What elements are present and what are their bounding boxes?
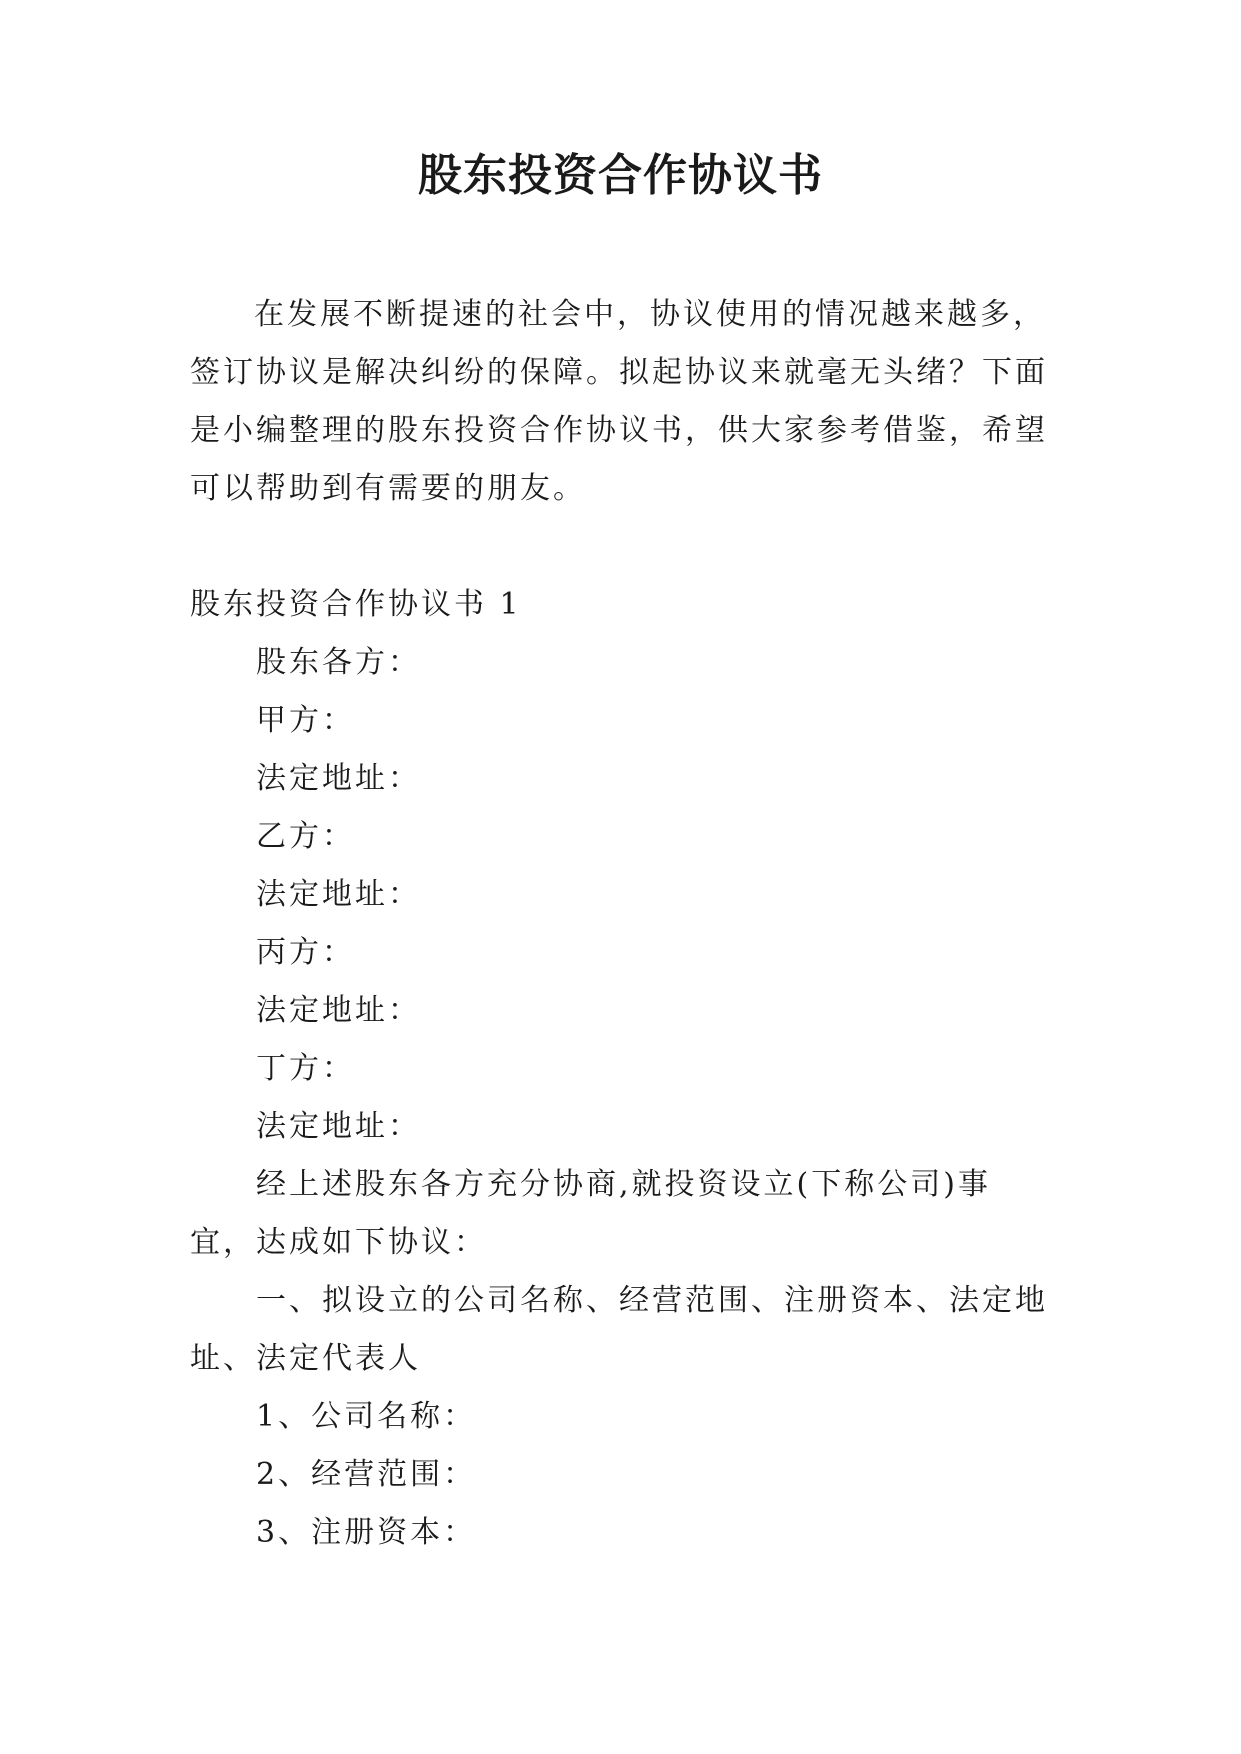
parties-label: 股东各方： [256,645,421,680]
item-registered-capital: 3、注册资本： [256,1515,477,1550]
party-a-label: 甲方： [256,703,355,738]
party-c-label: 丙方： [256,935,355,970]
clause-one-heading: 一、拟设立的公司名称、经营范围、注册资本、法定地址、法定代表人 [190,1283,1048,1376]
party-b-label: 乙方： [256,819,355,854]
document-title: 股东投资合作协议书 [418,150,823,201]
party-b-address-label: 法定地址： [256,877,421,912]
party-c-address-label: 法定地址： [256,993,421,1028]
intro-paragraph: 在发展不断提速的社会中，协议使用的情况越来越多，签订协议是解决纠纷的保障。拟起协议来就毫无头绪？下面是小编整理的股东投资合作协议书，供大家参考借鉴，希望可以帮助到有需要的朋友。 [190,297,1048,506]
section-heading: 股东投资合作协议书 1 [190,587,522,622]
item-business-scope: 2、经营范围： [256,1457,477,1492]
party-d-label: 丁方： [256,1051,355,1086]
item-company-name: 1、公司名称： [256,1399,477,1434]
agreement-paragraph: 经上述股东各方充分协商,就投资设立(下称公司)事宜，达成如下协议： [190,1167,991,1260]
agreement-body [190,576,1054,1562]
party-a-address-label: 法定地址： [256,761,421,796]
party-d-address-label: 法定地址： [256,1109,421,1144]
